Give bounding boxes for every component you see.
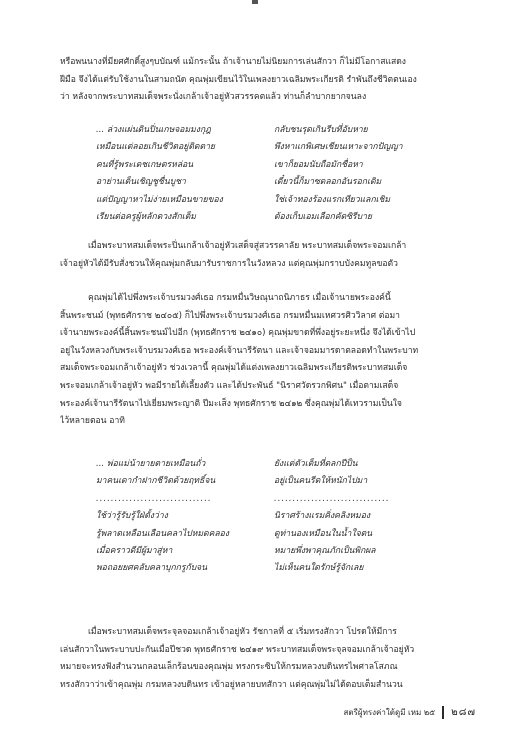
- poem-couplet: [96, 139, 436, 156]
- poem-line: มาคนเดากำฝากชีวิตด้วยฤทธิ์จน: [96, 476, 216, 487]
- poem-line: หมายพึ่งพาคุณภักเป็นพิกผล: [274, 546, 376, 557]
- text-line: พระจอมเกล้าเจ้าอยู่หัว พอมีรายได้เลี้ยงตัว และได้ประพันธ์ "นิราศวัดรวกพิศน" เมื่อตามเสด็จ: [60, 380, 399, 391]
- poem-couplet: [96, 473, 436, 490]
- page-footer: [296, 704, 476, 720]
- text-line: สิ้นพระชนม์ (พุทธศักราช ๒๔๐๕) ก็ไปพึ่งพระเจ้าบรมวงศ์เธอ กรมหมื่นมเหศวรศิววิลาศ ต่อมา: [60, 310, 401, 321]
- running-footer-title: สตรีผู้ทรงค่าใต้ดูมี เหม ๒๕: [343, 707, 436, 717]
- poem-line: ใช่เจ้าทองร้องแรกเทียวแลกเชิม: [274, 194, 391, 205]
- poem-ellipsis: ...............................: [274, 493, 390, 504]
- text-line: เจ้านายพระองค์นี้สิ้นพระชนม์ไปอีก (พุทธศักราช ๒๔๑๐) คุณพุ่มขาดที่พึ่งอยู่ระยะหนึ่ง จึงได้เข้าไป: [60, 328, 416, 339]
- text-line: เจ้าอยู่หัวได้มีรับสั่งชวนให้คุณพุ่มกลับมารับราชการในวังหลวง แต่คุณพุ่มกราบบังคมทูลขอตัว: [60, 258, 398, 269]
- text-line: คุณพุ่มได้ไปพึ่งพระเจ้าบรมวงศ์เธอ กรมหมื่นวิษณุนาถนิภาธร เมื่อเจ้านายพระองค์นี้: [88, 293, 391, 303]
- text-line: หมายจะทรงฟังสำนวนกลอนเล็กร้อนของคุณพุ่ม ทรงกระซิบให้กรมหลวงบดินทรไพศาลโสภณ: [60, 662, 398, 673]
- poem-couplet: [96, 209, 436, 226]
- text-line: เมื่อพระบาทสมเด็จพระจุลจอมเกล้าเจ้าอยู่หัว รัชกาลที่ ๕ เริ่มทรงสักวา โปรดให้มีการ: [88, 627, 397, 637]
- text-line: ฝีมือ จึงได้แต่รับใช้งานในสามถนัด คุณพุ่มเขียนไว้ในเพลงยาวเฉลิมพระเกียรติ รำพันถึงชีวิตตนเอง: [60, 74, 417, 85]
- poem-line: แต่ปัญญาหาไม่ง่ายเหมือนขายของ: [96, 194, 223, 205]
- poem-ellipsis: ...............................: [96, 493, 212, 504]
- poem-line: เขาก็ยอมนับถือมักชื่อหา: [274, 159, 363, 170]
- poem-line: ใช้ว่ารู้รับรู้ใฝ่ตั้งว่าง: [96, 511, 168, 522]
- poem-couplet: [96, 526, 436, 543]
- poem-ellipsis-row: [96, 491, 436, 508]
- poem-line: เดี๋ยวนี้ก็มาซดลอกอันรอกเดิม: [274, 177, 382, 188]
- poem-line: นิราศร้างแรมคิ่งคลิงหมอง: [274, 511, 371, 522]
- poem-couplet: [96, 174, 436, 191]
- poem-block-2: [96, 456, 436, 578]
- poem-line: ... ล่วงแผ่นดินปิ่นเกษจอมมงกุฎ: [96, 125, 211, 135]
- poem-couplet: [96, 122, 436, 139]
- poem-line: ไม่เห็นคนใดรักษ์รู้จักเลย: [274, 563, 364, 574]
- text-line: สมเด็จพระจอมเกล้าเจ้าอยู่หัว ช่วงเวลานี้ คุณพุ่มได้แต่งเพลงยาวเฉลิมพระเกียรติพระบาทสมเด็จ: [60, 363, 408, 374]
- text-line: ทรงสักวาว่าเข้าคุณพุ่ม กรมหลวงบดินทร เข้าอยู่หลายบทสักวา แต่คุณพุ่มไม่ได้ตอบเต็มสำนวน: [60, 679, 403, 690]
- poem-line: เมื่อคราวดีมีผู้มาสู่หา: [96, 546, 173, 557]
- paragraph-3: [60, 290, 456, 431]
- paragraph-4: [60, 624, 456, 694]
- text-line: เมื่อพระบาทสมเด็จพระปิ่นเกล้าเจ้าอยู่หัวเสด็จสู่สวรรคาลัย พระบาทสมเด็จพระจอมเกล้า: [88, 241, 407, 251]
- paragraph-2: [60, 238, 456, 273]
- poem-block-1: [96, 122, 436, 226]
- poem-couplet: [96, 192, 436, 209]
- poem-line: ... พ่อแม่น้ายายตายเหมือนถั่ว: [96, 459, 206, 469]
- text-line: พระองค์เจ้านารีรัตนาไปเยี่ยมพระญาติ ปีมะเส็ง พุทธศักราช ๒๔๑๒ ซึ่งคุณพุ่มได้เทวรามเป็นใจ: [60, 398, 402, 409]
- poem-couplet: [96, 508, 436, 525]
- text-line: ว่า หลังจากพระบาทสมเด็จพระนั่งเกล้าเจ้าอยู่หัวสวรรคตแล้ว ท่านก็ลำบากยากจนลง: [60, 92, 367, 103]
- poem-line: ต้องเก็บเอมเลือกคัดซิรีบาย: [274, 212, 372, 223]
- poem-line: เรียนต่อครูผู้หลักดวงสักเต็ม: [96, 212, 196, 223]
- poem-line: ยังแต่ตัวเต็มที่ดลกปีป็น: [274, 459, 358, 469]
- poem-line: ดูท่านองเหมือนในน้ำใจตน: [274, 528, 373, 539]
- poem-line: กลับชนรุดเกินรีบที่อับหาย: [274, 125, 368, 135]
- poem-couplet: [96, 456, 436, 473]
- text-line: หรือพนนางที่มียศศักดิ์สูงๆบบัณฑ์ แม้กระนั้น ถ้าเจ้านายไม่นิยมการเล่นสักวา ก็ไม่มีโอกาสแสดง: [60, 57, 407, 67]
- poem-line: พอถอยยศคลับคลาบุกกรูกับจน: [96, 563, 208, 574]
- poem-line: อยู่เป็นคนรีดให้หนักไปมา: [274, 476, 368, 487]
- poem-line: พึงหาแกพิเศษเชียนเหาะจากปัญญา: [274, 142, 403, 153]
- poem-couplet: [96, 560, 436, 577]
- poem-line: เหมือนแต่ลอยเกินชีวิตอยู่ติดตาย: [96, 142, 215, 153]
- top-page-mark: [252, 0, 258, 4]
- footer-divider: [442, 706, 444, 719]
- poem-line: อาย่านเต็นเชิญชูชื่นบูชา: [96, 177, 186, 188]
- paragraph-1: [60, 54, 456, 107]
- page-number: ๒๘๗: [451, 706, 476, 718]
- poem-couplet: [96, 543, 436, 560]
- poem-couplet: [96, 157, 436, 174]
- text-line: เล่นสักวาในพระบาบปะกันเมื่อปีชวด พุทธศักราช ๒๔๑๙ พระบาทสมเด็จพระจุลจอมเกล้าเจ้าอยู่หัว: [60, 644, 415, 655]
- poem-line: คนที่รู้พระเดชเกษตรหล่อน: [96, 159, 194, 170]
- text-line: อยู่ในวังหลวงกับพระเจ้าบรมวงศ์เธอ พระองค์เจ้านารีรัตนา และเจ้าจอมมารดาตลอดทำในพระบาท: [60, 345, 419, 356]
- text-line: ไว้หลายตอน อาทิ: [60, 416, 125, 427]
- poem-line: รู้พลาดเหลือนเลือนคลาไปหมดคลอง: [96, 528, 229, 539]
